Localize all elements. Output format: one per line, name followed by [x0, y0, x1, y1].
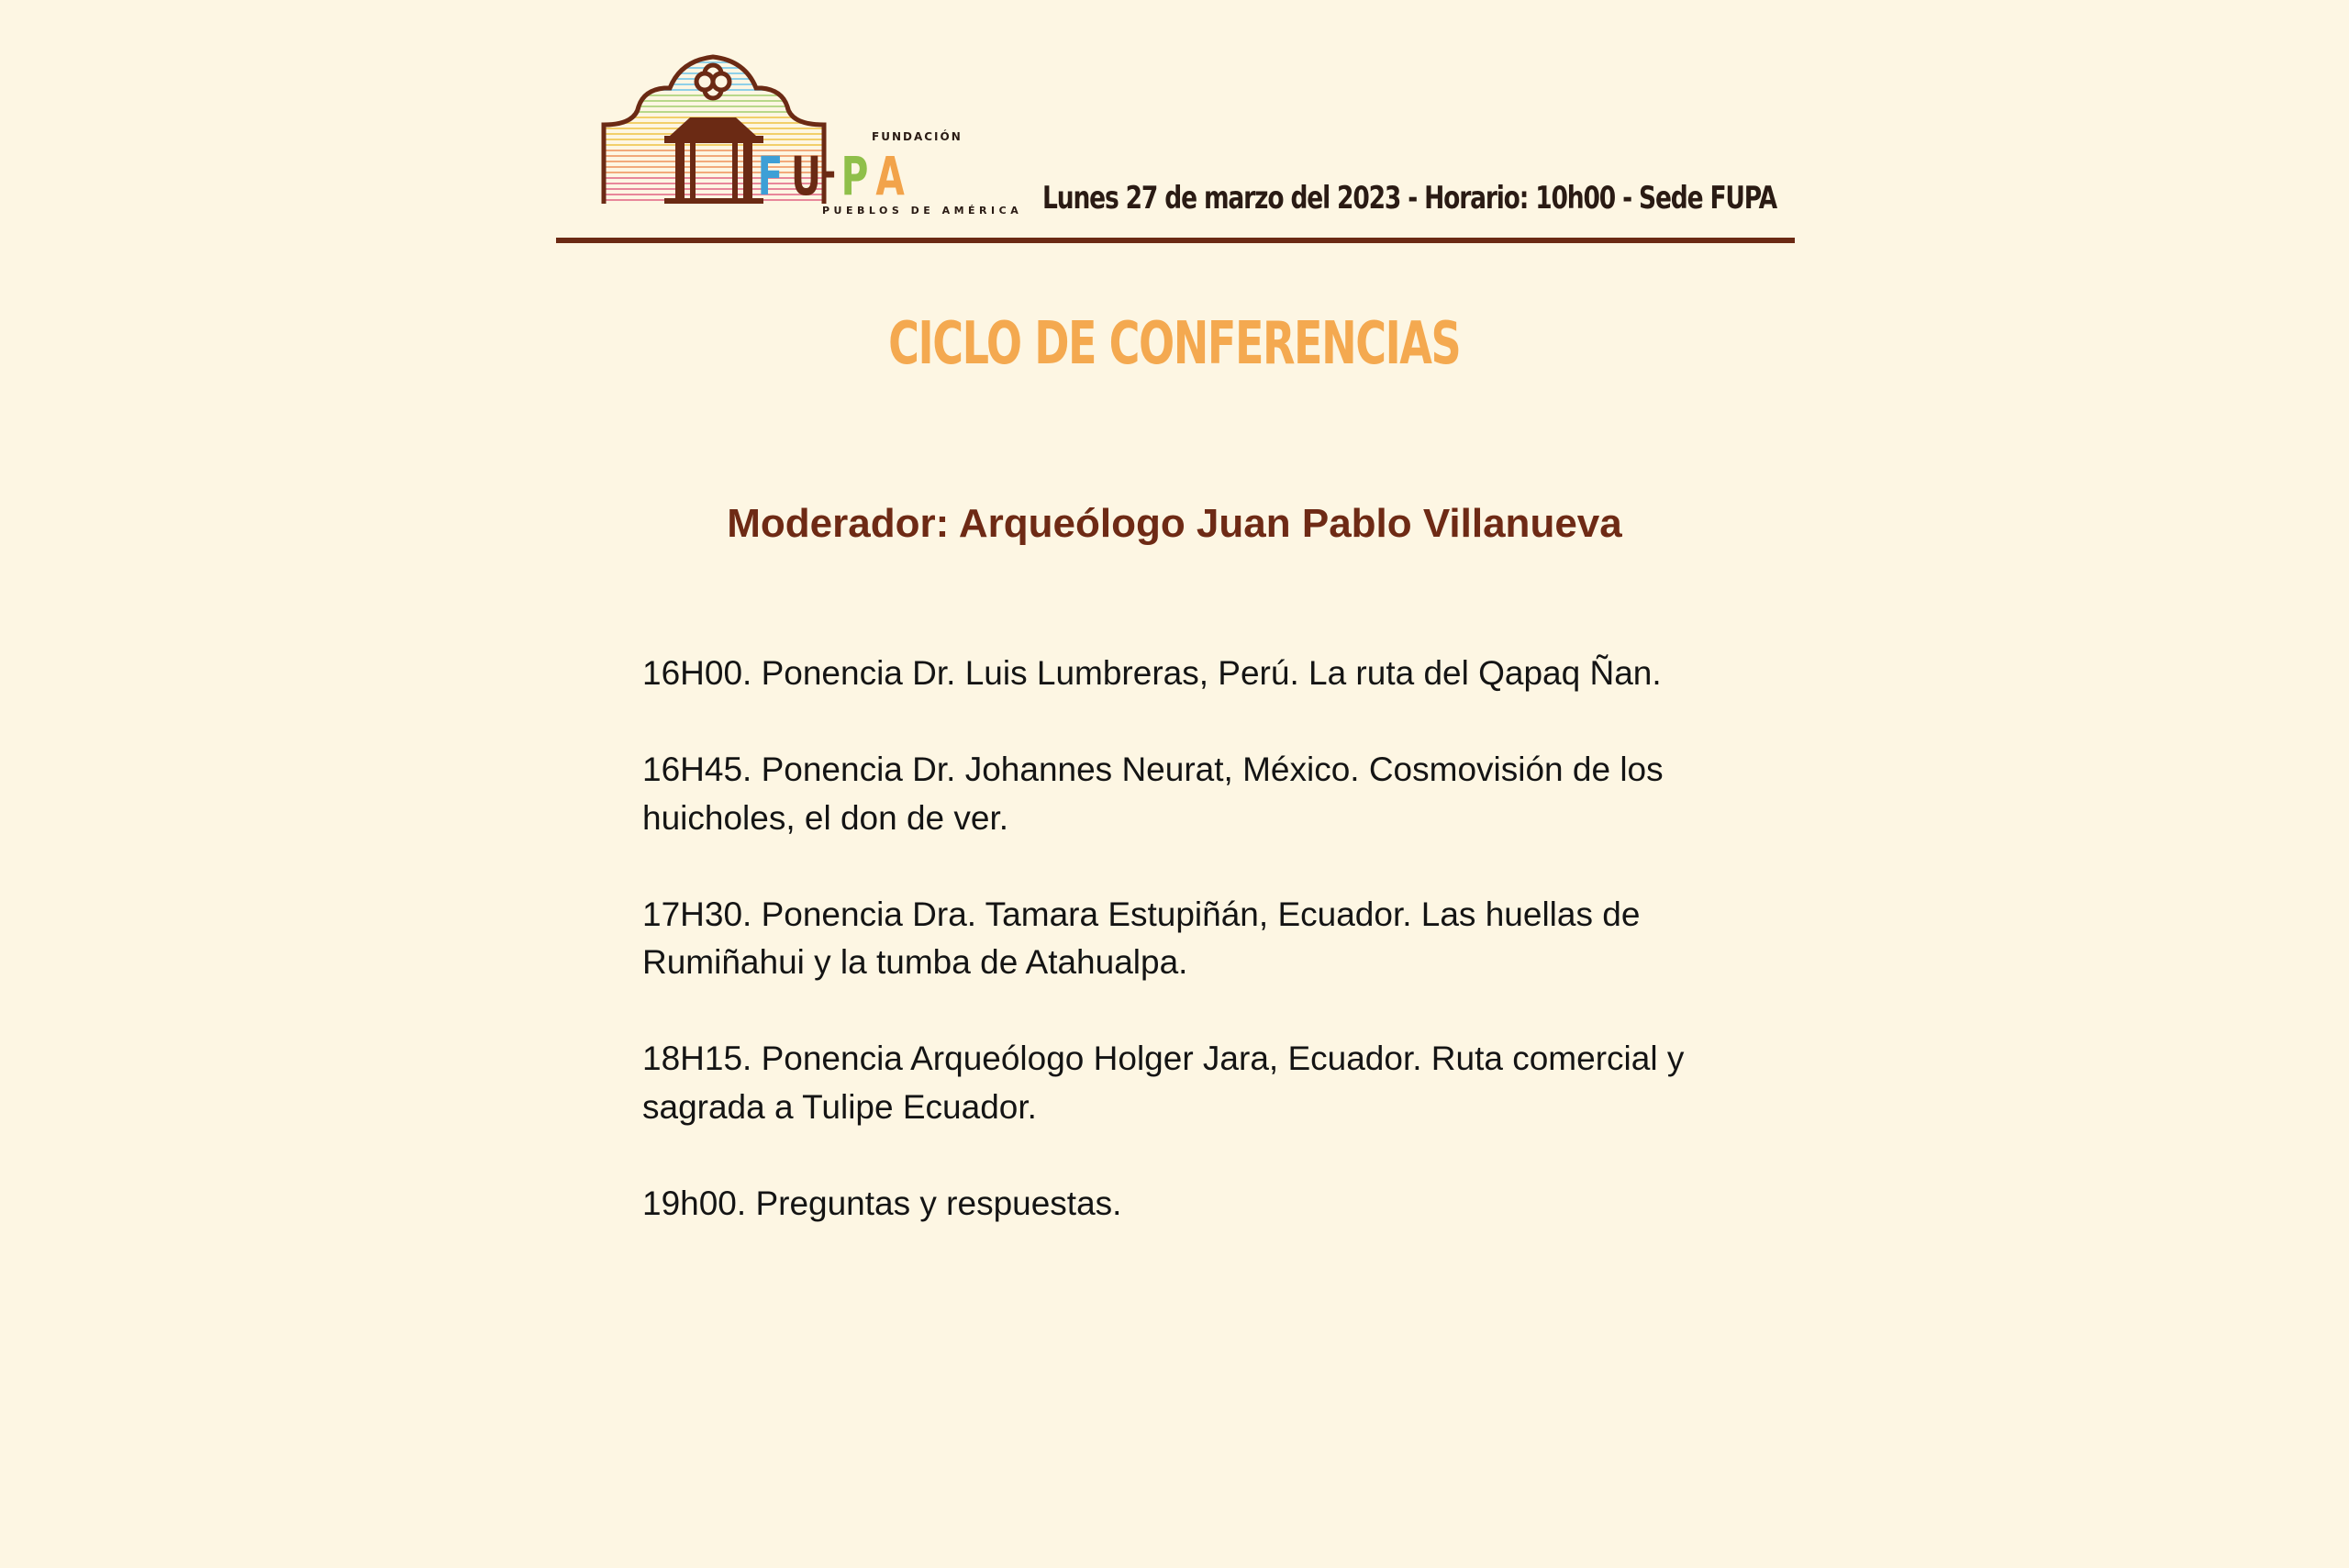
- schedule-item: 18H15. Ponencia Arqueólogo Holger Jara, Ecuador. Ruta comercial y sagrada a Tulipe Ecuador.: [642, 1040, 1685, 1126]
- page-title: [0, 310, 2349, 378]
- moderator-line: Moderador: Arqueólogo Juan Pablo Villanueva: [727, 501, 1622, 546]
- page-header: [556, 46, 1795, 217]
- schedule-item: 17H30. Ponencia Dra. Tamara Estupiñán, Ecuador. Las huellas de Rumiñahui y la tumba de Atahualpa.: [642, 895, 1641, 981]
- schedule-list: [642, 650, 1725, 1276]
- schedule-item: 19h00. Preguntas y respuestas.: [642, 1184, 1122, 1222]
- fupa-logo: [598, 50, 1023, 219]
- logo-letter-dash: -: [823, 146, 836, 198]
- schedule-item: 16H00. Ponencia Dr. Luis Lumbreras, Perú. La ruta del Qapaq Ñan.: [642, 654, 1662, 692]
- page-title-text: CICLO DE CONFERENCIAS: [888, 310, 1461, 378]
- logo-letter-a: A: [875, 145, 905, 207]
- schedule-item: 16H45. Ponencia Dr. Johannes Neurat, México. Cosmovisión de los huicholes, el don de ver.: [642, 751, 1664, 837]
- quatrefoil-icon: [696, 65, 729, 98]
- logo-letter-p: P: [841, 145, 869, 207]
- header-divider: [556, 238, 1795, 243]
- logo-bottom-text: PUEBLOS DE AMÉRICA: [822, 205, 1023, 217]
- logo-top-text: FUNDACIÓN: [872, 130, 963, 143]
- logo-letter-f: F: [757, 145, 784, 207]
- logo-letter-u: U: [791, 145, 821, 207]
- event-details: Lunes 27 de marzo del 2023 - Horario: 10h00 - Sede FUPA: [1042, 180, 1776, 217]
